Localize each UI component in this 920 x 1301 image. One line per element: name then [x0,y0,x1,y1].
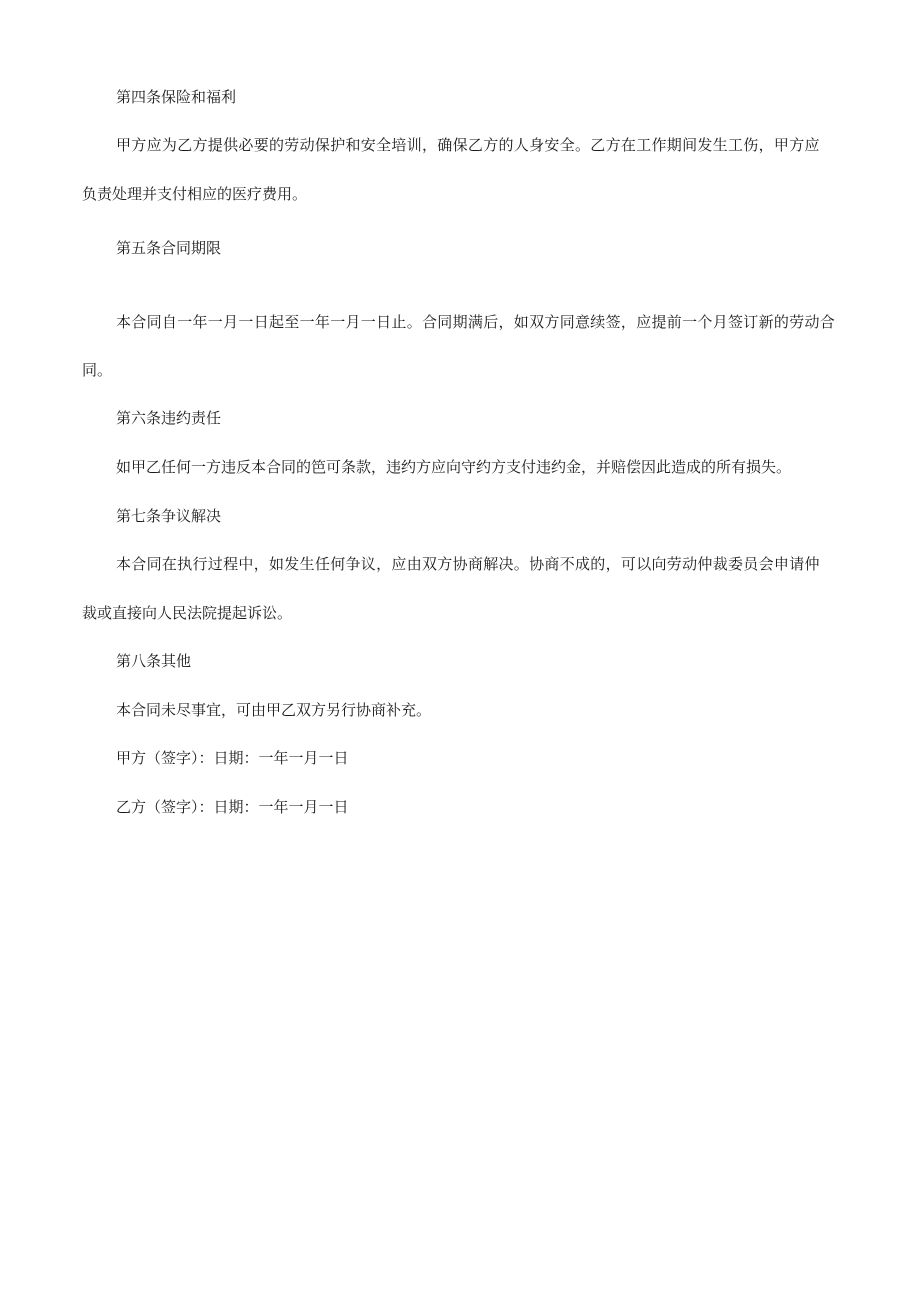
article8-heading: 第八条其他 [116,652,192,670]
article7-paragraph-line2: 裁或直接向人民法院提起诉讼。 [82,604,293,622]
article5-paragraph-line1: 本合同自一年一月一日起至一年一月一日止。合同期满后，如双方同意续签，应提前一个月签订新的劳动合 [116,313,836,331]
article5-paragraph-line2: 同。 [82,361,113,379]
party-a-signature-line: 甲方（签字）：日期：一年一月一日 [116,749,349,767]
article6-heading: 第六条违约责任 [116,409,222,427]
article4-paragraph-line2: 负责处理并支付相应的医疗费用。 [82,185,308,203]
article7-paragraph-line1: 本合同在执行过程中，如发生任何争议，应由双方协商解决。协商不成的，可以向劳动仲裁委员会申请仲 [116,555,820,573]
article6-paragraph-line1: 如甲乙任何一方违反本合同的笆可条款，违约方应向守约方支付违约金，并赔偿因此造成的所有损失。 [116,458,792,476]
article4-heading: 第四条保险和福利 [116,88,237,106]
article7-heading: 第七条争议解决 [116,507,222,525]
article8-paragraph-line1: 本合同未尽事宜，可由甲乙双方另行协商补充。 [116,701,432,719]
article5-heading: 第五条合同期限 [116,239,222,257]
article4-paragraph-line1: 甲方应为乙方提供必要的劳动保护和安全培训，确保乙方的人身安全。乙方在工作期间发生工伤，甲方应 [116,136,820,154]
party-b-signature-line: 乙方（签字）：日期：一年一月一日 [116,798,349,816]
